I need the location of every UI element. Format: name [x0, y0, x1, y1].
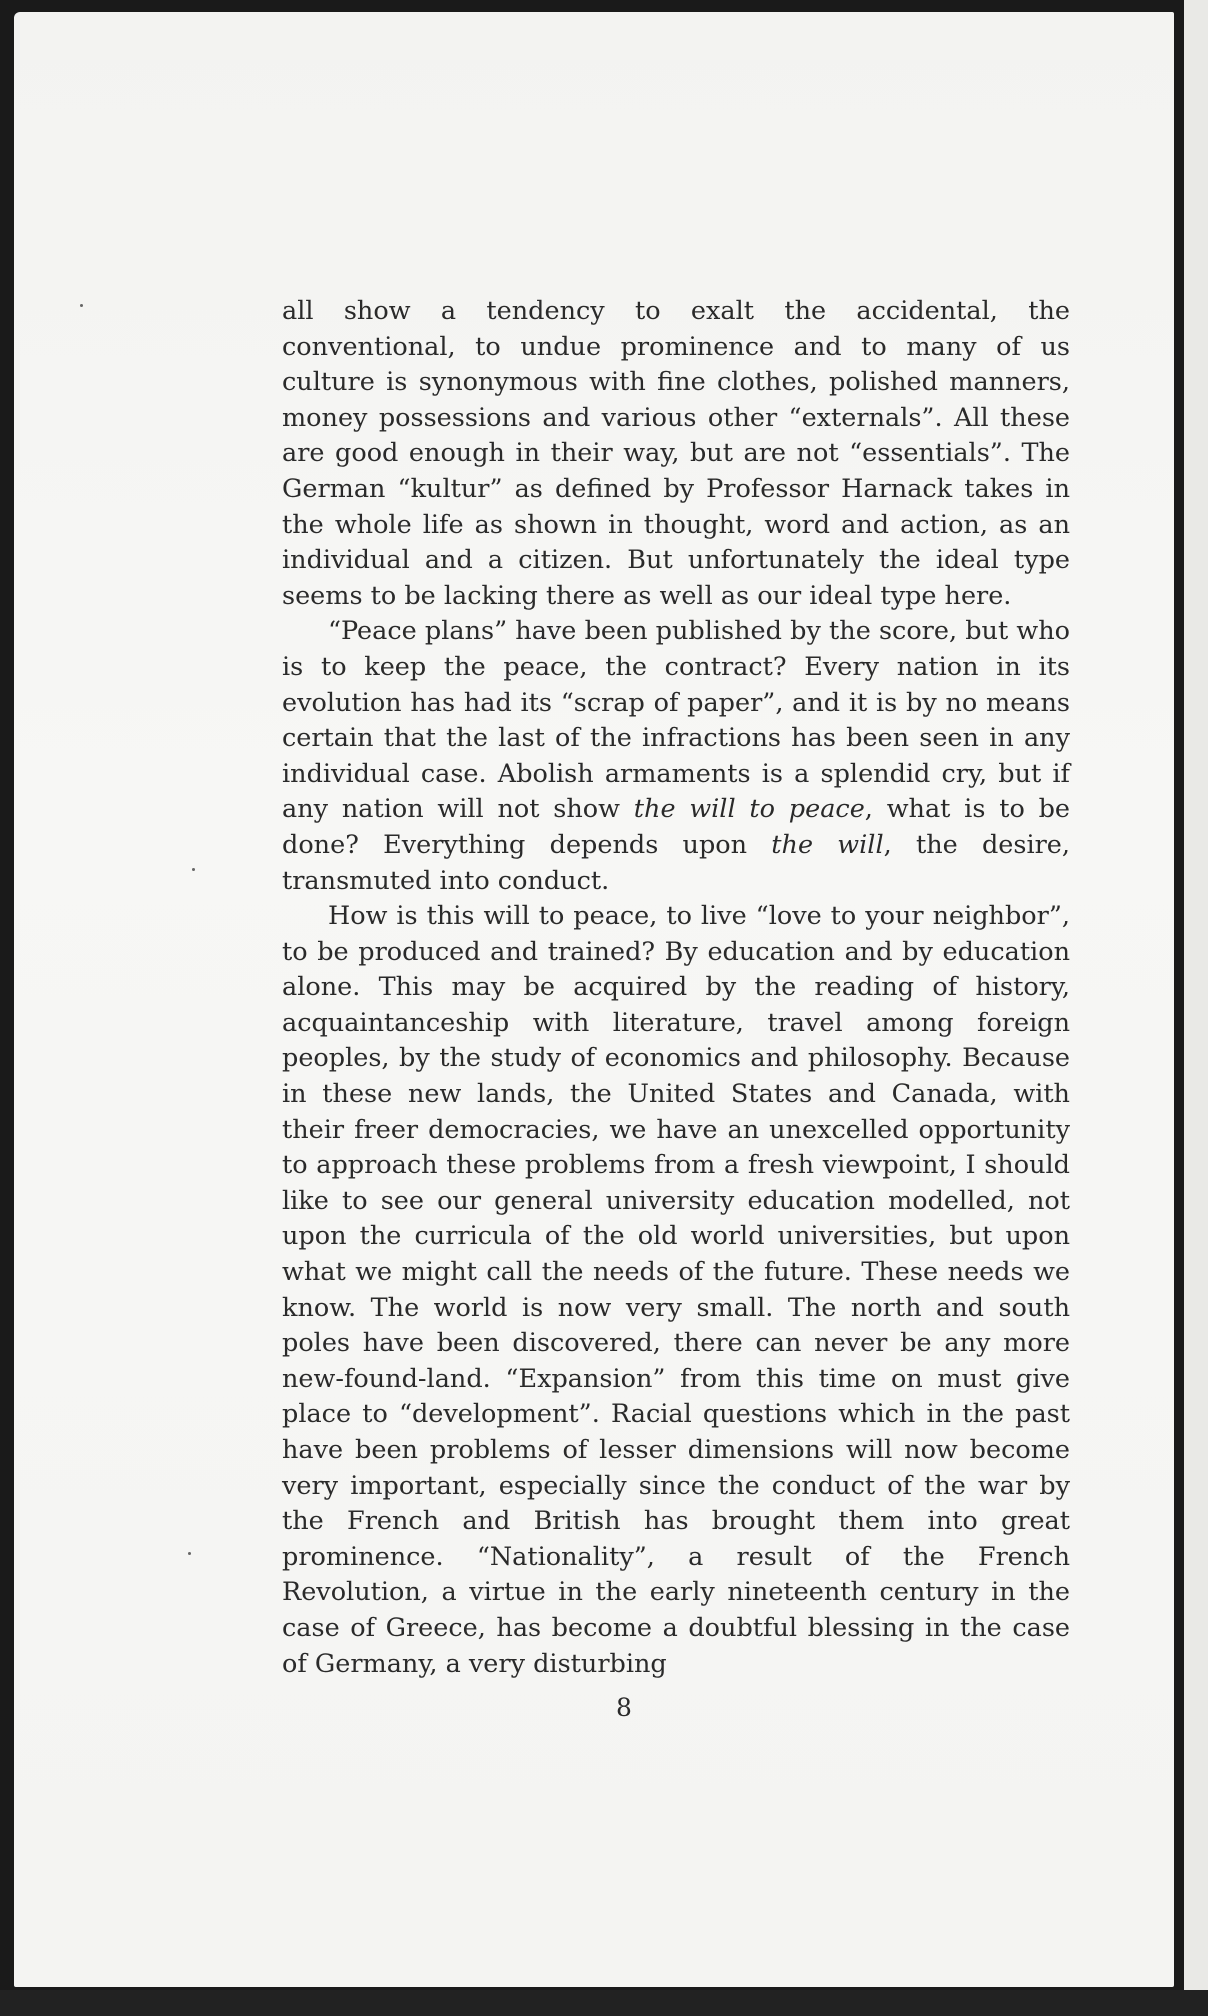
paragraph-3: How is this will to peace, to live “love to your neighbor”, to be produced and trained? By education and by education alone. This may be acquired by the reading of history, acquaintanceship with literature, travel among foreign peoples, by the study of economics and philosophy. Because in these new lands, the United States and Canada, with their freer democracies, we have an unexcelled opportunity to approach these problems from a fresh viewpoint, I should like to see our general university education modelled, not upon the curricula of the old world universities, but upon what we might call the needs of the future. These needs we know. The world is now very small. The north and south poles have been discovered, there can never be any more new-found-land. “Expansion” from this time on must give place to “development”. Racial questions which in the past have been problems of lesser dimensions will now become very important, especially since the conduct of the war by the French and British has brought them into great prominence. “Nationality”, a result of the French Revolution, a virtue in the early nineteenth century in the case of Greece, has become a doubtful blessing in the case of Germany, a very disturbing: [282, 901, 1070, 1679]
scan-bottom-border: [0, 1990, 1208, 2016]
paragraph-1: all show a tendency to exalt the accidental, the conventional, to undue prominence and to many of us culture is synonymous with fine clothes, polished manners, money possessions and various other “externals”. All these are good enough in their way, but are not “essentials”. The German “kultur” as defined by Professor Harnack takes in the whole life as shown in thought, word and action, as an individual and a citizen. But unfortunately the ideal type seems to be lacking there as well as our ideal type here.: [282, 296, 1070, 611]
italic-phrase: the will to peace: [633, 794, 865, 825]
book-page: [14, 12, 1174, 1987]
body-text: [282, 294, 1070, 1682]
page-number: 8: [616, 1693, 632, 1722]
italic-phrase: the will: [771, 829, 884, 860]
next-page-edge: [1184, 0, 1208, 2016]
scan-speck: [188, 1552, 191, 1555]
scan-speck: [192, 868, 195, 871]
scan-speck: [80, 304, 83, 307]
paragraph-2: “Peace plans” have been published by the score, but who is to keep the peace, the contract? Every nation in its evolution has had its “scrap of paper”, and it is by no means certain that the last of the infractions has been seen in any individual case. Abolish armaments is a splendid cry, but if any nation will not show the will to peace, what is to be done? Everything depends upon the will, the desire, transmuted into conduct.: [282, 616, 1071, 896]
